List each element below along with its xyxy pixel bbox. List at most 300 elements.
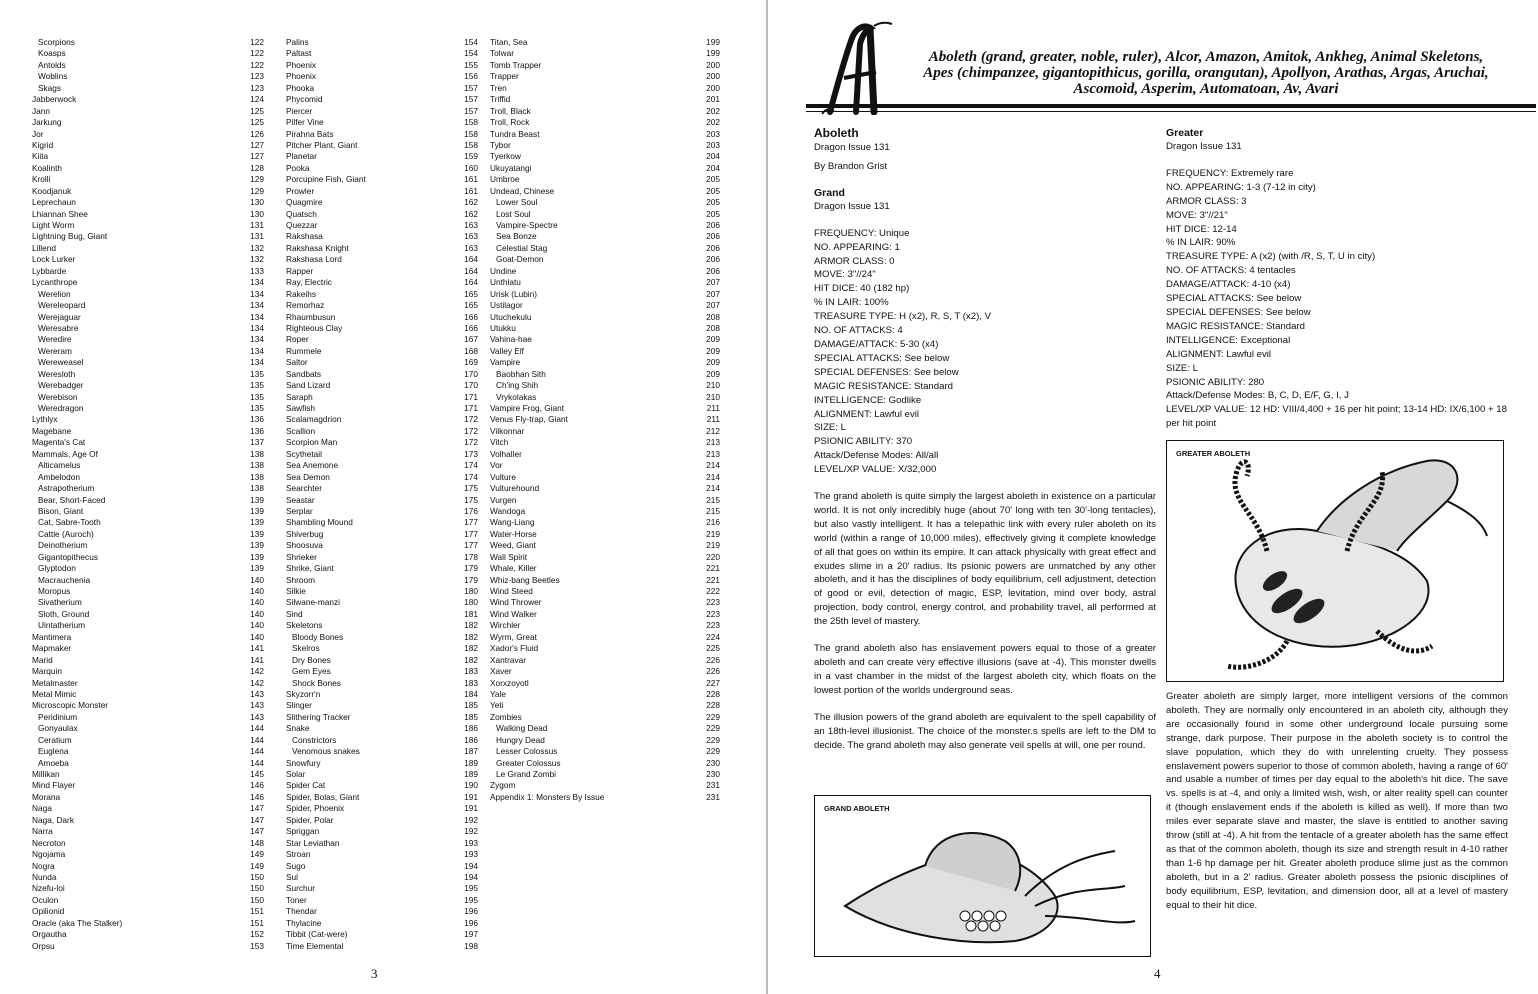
index-entry-name: Lhiannan Shee xyxy=(32,208,88,219)
index-entry xyxy=(490,380,722,391)
index-entry xyxy=(490,563,722,574)
index-entry xyxy=(286,872,480,883)
index-entry-page: 144 xyxy=(250,757,264,768)
index-entry-name: Bloody Bones xyxy=(292,631,344,642)
index-entry xyxy=(286,197,480,208)
index-entry-name: Wandoga xyxy=(490,505,526,516)
index-entry-page: 171 xyxy=(464,403,478,413)
index-entry xyxy=(32,48,266,59)
index-entry-page: 142 xyxy=(250,677,264,688)
index-entry-page: 136 xyxy=(250,425,264,436)
index-entry-page: 138 xyxy=(250,448,264,459)
stat-line: MOVE: 3"//24" xyxy=(814,269,876,281)
index-entry-name: Snake xyxy=(286,723,310,734)
index-entry-page: 153 xyxy=(250,940,264,951)
heading-rule-thin xyxy=(806,111,1536,112)
grand-title: Grand xyxy=(814,186,845,199)
index-entry xyxy=(490,106,722,117)
index-entry-name: Quagmire xyxy=(286,197,323,208)
index-entry xyxy=(32,815,266,826)
index-entry-page: 122 xyxy=(250,37,264,47)
index-entry-page: 208 xyxy=(706,311,720,322)
index-entry-page: 215 xyxy=(706,494,720,505)
index-entry-name: Silwane-manzi xyxy=(286,597,340,608)
index-entry-page: 200 xyxy=(706,71,720,82)
index-entry-page: 210 xyxy=(706,380,720,391)
index-entry xyxy=(490,186,722,197)
index-entry-name: Lower Soul xyxy=(496,197,538,208)
index-entry xyxy=(490,209,722,220)
index-entry-page: 151 xyxy=(250,917,264,928)
index-entry-page: 206 xyxy=(706,231,720,242)
index-entry xyxy=(490,37,722,48)
stat-line: NO. OF ATTACKS: 4 xyxy=(814,325,903,337)
index-entry-page: 128 xyxy=(250,162,264,173)
index-entry xyxy=(32,780,266,791)
index-entry xyxy=(32,792,266,803)
index-entry-page: 134 xyxy=(250,277,264,288)
index-entry xyxy=(490,414,722,425)
index-entry-name: Vurgen xyxy=(490,494,517,505)
index-entry xyxy=(490,334,722,345)
index-entry-page: 134 xyxy=(250,334,264,345)
index-entry-name: Solar xyxy=(286,769,306,779)
index-entry-page: 187 xyxy=(464,746,478,757)
index-entry-name: Vahina-hae xyxy=(490,334,532,345)
index-entry-name: Appendix 1: Monsters By Issue xyxy=(490,791,605,802)
index-entry-name: Vilkonnar xyxy=(490,425,525,436)
index-entry-name: Ch'ing Shih xyxy=(496,380,539,391)
index-entry-name: Lythlyx xyxy=(32,414,58,425)
index-entry xyxy=(286,60,480,71)
index-entry xyxy=(32,941,266,952)
index-entry-name: Microscopic Monster xyxy=(32,700,109,711)
index-entry xyxy=(490,643,722,654)
aboleth-title: Aboleth xyxy=(814,126,859,140)
index-entry-name: Antolds xyxy=(38,59,66,70)
greater-title: Greater xyxy=(1166,127,1204,139)
stat-line: SPECIAL DEFENSES: See below xyxy=(1166,306,1311,318)
index-entry-page: 132 xyxy=(250,242,264,253)
index-entry xyxy=(32,403,266,414)
index-entry xyxy=(286,895,480,906)
index-entry-page: 211 xyxy=(706,414,720,425)
index-entry xyxy=(286,117,480,128)
index-entry xyxy=(490,620,722,631)
index-entry-name: Venus Fly-trap, Giant xyxy=(490,414,568,425)
index-entry-page: 136 xyxy=(250,414,264,425)
index-entry-name: Snowfury xyxy=(286,757,321,768)
index-entry xyxy=(32,883,266,894)
index-entry xyxy=(286,369,480,380)
index-entry xyxy=(490,369,722,380)
index-entry-name: Peridinium xyxy=(38,711,78,722)
index-entry-page: 122 xyxy=(250,48,264,59)
index-entry-name: Seastar xyxy=(286,494,315,505)
index-entry-name: Surchur xyxy=(286,883,316,894)
index-entry-name: Spider, Polar xyxy=(286,814,334,825)
index-entry-page: 172 xyxy=(464,425,478,436)
index-entry xyxy=(286,712,480,723)
index-entry-page: 125 xyxy=(250,105,264,116)
index-entry xyxy=(490,323,722,334)
index-entry-page: 204 xyxy=(706,151,720,162)
index-entry-name: Rakshasa Knight xyxy=(286,242,349,253)
index-entry-page: 152 xyxy=(250,929,264,940)
index-entry xyxy=(490,632,722,643)
index-entry-page: 135 xyxy=(250,391,264,402)
index-entry-name: Wereweasel xyxy=(38,357,84,368)
stat-line: Attack/Defense Modes: All/all xyxy=(814,450,939,462)
index-entry-name: Xorxzoyotl xyxy=(490,677,529,688)
index-entry xyxy=(490,426,722,437)
index-entry-page: 163 xyxy=(464,220,478,230)
index-entry xyxy=(286,723,480,734)
index-entry-page: 197 xyxy=(464,929,478,940)
index-entry xyxy=(490,197,722,208)
index-entry-page: 174 xyxy=(464,471,478,482)
index-entry-page: 207 xyxy=(706,277,720,288)
index-entry-page: 138 xyxy=(250,460,264,471)
index-entry xyxy=(490,151,722,162)
index-entry-name: Amoeba xyxy=(38,757,69,768)
index-entry xyxy=(490,403,722,414)
index-entry xyxy=(32,129,266,140)
index-entry-name: Paltast xyxy=(286,48,312,59)
index-entry-page: 207 xyxy=(706,288,720,299)
heading-line-1: Aboleth (grand, greater, noble, ruler), Alcor, Amazon, Amitok, Ankheg, Animal Skeletons, xyxy=(928,49,1484,65)
index-entry-name: Bear, Short-Faced xyxy=(38,494,106,505)
index-entry-name: Tomb Trapper xyxy=(490,59,542,70)
text-column-right xyxy=(1166,126,1508,431)
index-entry-page: 192 xyxy=(464,826,478,837)
index-entry xyxy=(32,106,266,117)
index-entry xyxy=(286,552,480,563)
index-entry xyxy=(490,266,722,277)
index-entry-page: 211 xyxy=(706,403,720,413)
index-entry-name: Star Leviathan xyxy=(286,837,340,848)
index-entry-name: Slinger xyxy=(286,700,312,711)
index-entry-name: Marid xyxy=(32,654,53,665)
index-entry-name: Naga, Dark xyxy=(32,814,74,825)
index-entry xyxy=(286,746,480,757)
stat-line: HIT DICE: 40 (182 hp) xyxy=(814,283,910,295)
index-entry xyxy=(32,231,266,242)
index-entry-name: Remorhaz xyxy=(286,300,325,311)
index-entry-page: 134 xyxy=(250,288,264,299)
grand-paragraph: The grand aboleth also has enslavement powers equal to those of a greater aboleth and can create very effective illusions (save at -4). This monster dwells in a vast chamber in the midst of the largest aboleth city, which floats on the lowest portion of the worlds underground seas. xyxy=(814,643,1156,696)
index-entry xyxy=(32,414,266,425)
index-entry xyxy=(490,712,722,723)
right-page xyxy=(768,0,1538,994)
index-entry xyxy=(32,918,266,929)
index-entry-name: Vrykolakas xyxy=(496,391,537,402)
index-entry xyxy=(286,918,480,929)
index-entry-name: Tibbit (Cat-were) xyxy=(286,929,348,940)
index-entry-name: Kigrid xyxy=(32,139,54,150)
index-entry-page: 180 xyxy=(464,597,478,608)
index-entry xyxy=(490,472,722,483)
index-entry-page: 196 xyxy=(464,917,478,928)
index-entry-page: 205 xyxy=(706,197,720,208)
index-entry-name: Yeti xyxy=(490,700,504,711)
stat-line: ARMOR CLASS: 0 xyxy=(814,255,895,267)
index-entry-name: Unthlatu xyxy=(490,277,521,288)
index-entry-page: 200 xyxy=(706,59,720,70)
index-entry-page: 223 xyxy=(706,620,720,631)
index-entry-name: Cattle (Auroch) xyxy=(38,528,94,539)
index-entry xyxy=(286,266,480,277)
index-entry-name: Wereram xyxy=(38,345,72,356)
index-entry-name: Greater Colossus xyxy=(496,757,561,768)
index-entry xyxy=(32,437,266,448)
index-entry-page: 171 xyxy=(464,391,478,402)
index-entry-name: Phoenix xyxy=(286,59,316,70)
index-entry-page: 168 xyxy=(464,345,478,356)
index-entry-name: Lightning Bug, Giant xyxy=(32,231,108,242)
index-entry xyxy=(32,392,266,403)
index-entry-page: 230 xyxy=(706,757,720,768)
index-entry-name: Xantravar xyxy=(490,654,526,665)
index-entry-page: 131 xyxy=(250,220,264,230)
index-entry xyxy=(490,243,722,254)
index-entry-name: Serplar xyxy=(286,505,313,516)
index-entry-name: Quezzar xyxy=(286,220,318,230)
index-entry-page: 206 xyxy=(706,242,720,253)
index-entry-name: Sand Lizard xyxy=(286,380,331,391)
index-entry-page: 155 xyxy=(464,59,478,70)
index-entry xyxy=(490,437,722,448)
index-entry xyxy=(32,495,266,506)
index-entry xyxy=(32,826,266,837)
index-entry xyxy=(286,289,480,300)
index-entry xyxy=(286,735,480,746)
index-entry xyxy=(32,586,266,597)
index-entry-page: 135 xyxy=(250,403,264,413)
index-entry-page: 122 xyxy=(250,59,264,70)
index-entry-name: Sivatherium xyxy=(38,597,82,608)
index-entry-name: Wall Spirit xyxy=(490,551,528,562)
index-entry xyxy=(286,380,480,391)
index-entry xyxy=(490,48,722,59)
index-column-2 xyxy=(286,37,480,952)
index-entry-name: Pirahna Bats xyxy=(286,128,334,139)
index-entry-page: 164 xyxy=(464,265,478,276)
index-entry-page: 185 xyxy=(464,700,478,711)
index-entry xyxy=(32,266,266,277)
index-entry xyxy=(286,941,480,952)
index-entry-name: Rapper xyxy=(286,265,314,276)
index-entry-name: Vulturehound xyxy=(490,483,540,494)
index-entry-page: 213 xyxy=(706,448,720,459)
index-entry xyxy=(32,312,266,323)
index-entry-name: Tundra Beast xyxy=(490,128,540,139)
index-entry-page: 157 xyxy=(464,94,478,105)
index-entry-name: Lybbarde xyxy=(32,265,67,276)
index-entry-name: Vampire xyxy=(490,357,521,368)
index-entry xyxy=(490,575,722,586)
index-entry-page: 209 xyxy=(706,357,720,368)
index-entry-name: Scorpions xyxy=(38,37,75,47)
index-entry xyxy=(490,254,722,265)
index-entry-page: 127 xyxy=(250,139,264,150)
index-entry-name: Pilfer Vine xyxy=(286,117,324,128)
index-entry-page: 223 xyxy=(706,597,720,608)
index-entry-page: 205 xyxy=(706,174,720,185)
index-entry xyxy=(490,483,722,494)
index-entry-page: 139 xyxy=(250,517,264,528)
index-entry-page: 150 xyxy=(250,894,264,905)
index-entry-name: Vitch xyxy=(490,437,509,448)
index-entry-name: Naga xyxy=(32,803,52,814)
index-entry xyxy=(490,769,722,780)
index-entry xyxy=(490,666,722,677)
index-entry-name: Rakshasa Lord xyxy=(286,254,342,265)
index-entry xyxy=(32,803,266,814)
index-entry xyxy=(286,803,480,814)
index-entry-name: Jabberwock xyxy=(32,94,77,105)
index-entry-name: Shiverbug xyxy=(286,528,324,539)
index-entry-page: 231 xyxy=(706,780,720,791)
index-entry-page: 214 xyxy=(706,483,720,494)
index-entry-page: 206 xyxy=(706,220,720,230)
index-entry-page: 184 xyxy=(464,688,478,699)
index-entry xyxy=(286,163,480,174)
index-entry xyxy=(490,655,722,666)
index-entry-name: Weresloth xyxy=(38,368,76,379)
stat-line: PSIONIC ABILITY: 370 xyxy=(814,436,913,448)
index-entry-name: Zombies xyxy=(490,711,522,722)
grand-aboleth-illustration xyxy=(814,795,1151,957)
index-entry-page: 205 xyxy=(706,208,720,219)
index-entry xyxy=(286,838,480,849)
index-entry-name: Nogra xyxy=(32,860,55,871)
index-entry-page: 198 xyxy=(464,940,478,951)
index-entry-page: 123 xyxy=(250,71,264,82)
stat-line: SIZE: L xyxy=(1166,362,1198,374)
index-entry xyxy=(286,392,480,403)
index-entry-name: Ray, Electric xyxy=(286,277,332,288)
index-entry-page: 135 xyxy=(250,368,264,379)
index-entry-page: 157 xyxy=(464,105,478,116)
stat-line: LEVEL/XP VALUE: 12 HD: VIII/4,400 + 16 per hit point; 13-14 HD: IX/6,100 + 18 per hit point xyxy=(1166,404,1507,430)
index-entry-page: 186 xyxy=(464,723,478,734)
index-entry-page: 141 xyxy=(250,643,264,654)
index-entry xyxy=(286,346,480,357)
index-entry xyxy=(32,277,266,288)
stat-line: HIT DICE: 12-14 xyxy=(1166,223,1237,235)
index-entry-name: Urisk (Lubin) xyxy=(490,288,538,299)
index-entry-page: 129 xyxy=(250,185,264,196)
stat-line: TREASURE TYPE: H (x2), R, S, T (x2), V xyxy=(814,311,991,323)
stat-line: PSIONIC ABILITY: 280 xyxy=(1166,376,1265,388)
index-entry-page: 177 xyxy=(464,528,478,539)
index-entry-name: Marquin xyxy=(32,666,62,677)
index-entry xyxy=(286,323,480,334)
index-entry-page: 177 xyxy=(464,517,478,528)
index-entry-name: Phoenix xyxy=(286,71,316,82)
index-entry-name: Rakshasa xyxy=(286,231,323,242)
index-entry-page: 182 xyxy=(464,620,478,631)
index-entry-name: Hungry Dead xyxy=(496,734,545,745)
index-entry-name: Scorpion Man xyxy=(286,437,338,448)
index-entry xyxy=(32,609,266,620)
index-column-1 xyxy=(32,37,266,952)
stat-line: LEVEL/XP VALUE: X/32,000 xyxy=(814,464,937,476)
index-entry-page: 163 xyxy=(464,231,478,242)
index-entry-name: Gem Eyes xyxy=(292,666,331,677)
index-entry-page: 199 xyxy=(706,48,720,59)
index-entry-page: 154 xyxy=(464,48,478,59)
stat-line: INTELLIGENCE: Exceptional xyxy=(1166,334,1291,346)
index-entry xyxy=(32,700,266,711)
index-entry-page: 203 xyxy=(706,139,720,150)
index-entry xyxy=(286,231,480,242)
index-entry-name: Leprechaun xyxy=(32,197,76,208)
index-entry-page: 140 xyxy=(250,608,264,619)
index-entry-page: 229 xyxy=(706,711,720,722)
index-entry-page: 135 xyxy=(250,380,264,391)
index-entry-page: 149 xyxy=(250,860,264,871)
stat-line: FREQUENCY: Unique xyxy=(814,227,910,239)
index-entry xyxy=(32,517,266,528)
greater-stat-block xyxy=(1166,167,1508,431)
index-entry xyxy=(286,209,480,220)
index-entry xyxy=(286,906,480,917)
index-entry-page: 179 xyxy=(464,574,478,585)
index-entry-name: Woblins xyxy=(38,71,68,82)
index-entry xyxy=(32,758,266,769)
index-entry-page: 134 xyxy=(250,322,264,333)
index-entry-name: Metal Mimic xyxy=(32,688,77,699)
index-entry-name: Shrike, Giant xyxy=(286,563,334,574)
stat-line: % IN LAIR: 100% xyxy=(814,297,889,309)
index-entry-name: Rhaumbusun xyxy=(286,311,336,322)
index-entry xyxy=(32,346,266,357)
index-entry xyxy=(490,597,722,608)
index-entry xyxy=(32,838,266,849)
index-entry-page: 142 xyxy=(250,666,264,677)
index-entry-name: Constrictors xyxy=(292,734,337,745)
heading-line-3: Ascomoid, Asperim, Automatoan, Av, Avari xyxy=(1073,81,1339,97)
index-entry-name: Opilionid xyxy=(32,906,65,917)
index-entry-page: 220 xyxy=(706,551,720,562)
index-entry xyxy=(286,689,480,700)
index-entry-page: 144 xyxy=(250,723,264,734)
greater-aboleth-illustration xyxy=(1166,440,1504,682)
index-entry xyxy=(286,437,480,448)
index-entry-name: Koodjanuk xyxy=(32,185,72,196)
index-entry-page: 161 xyxy=(464,185,478,196)
index-entry-page: 145 xyxy=(250,769,264,779)
index-entry-name: Skelros xyxy=(292,643,320,654)
index-entry-page: 222 xyxy=(706,586,720,596)
index-entry xyxy=(32,334,266,345)
stat-line: MAGIC RESISTANCE: Standard xyxy=(1166,320,1305,332)
index-entry-page: 138 xyxy=(250,471,264,482)
index-entry-name: Ukuyatangi xyxy=(490,162,532,173)
index-entry-name: Deinotherium xyxy=(38,540,88,551)
index-entry-page: 123 xyxy=(250,82,264,93)
index-entry-page: 139 xyxy=(250,551,264,562)
index-entry-page: 170 xyxy=(464,380,478,391)
index-entry-page: 158 xyxy=(464,117,478,128)
index-entry-name: Koasps xyxy=(38,48,66,59)
index-entry xyxy=(286,609,480,620)
index-entry-name: Planetar xyxy=(286,151,317,162)
index-entry xyxy=(490,60,722,71)
stat-line: FREQUENCY: Extremely rare xyxy=(1166,167,1294,179)
